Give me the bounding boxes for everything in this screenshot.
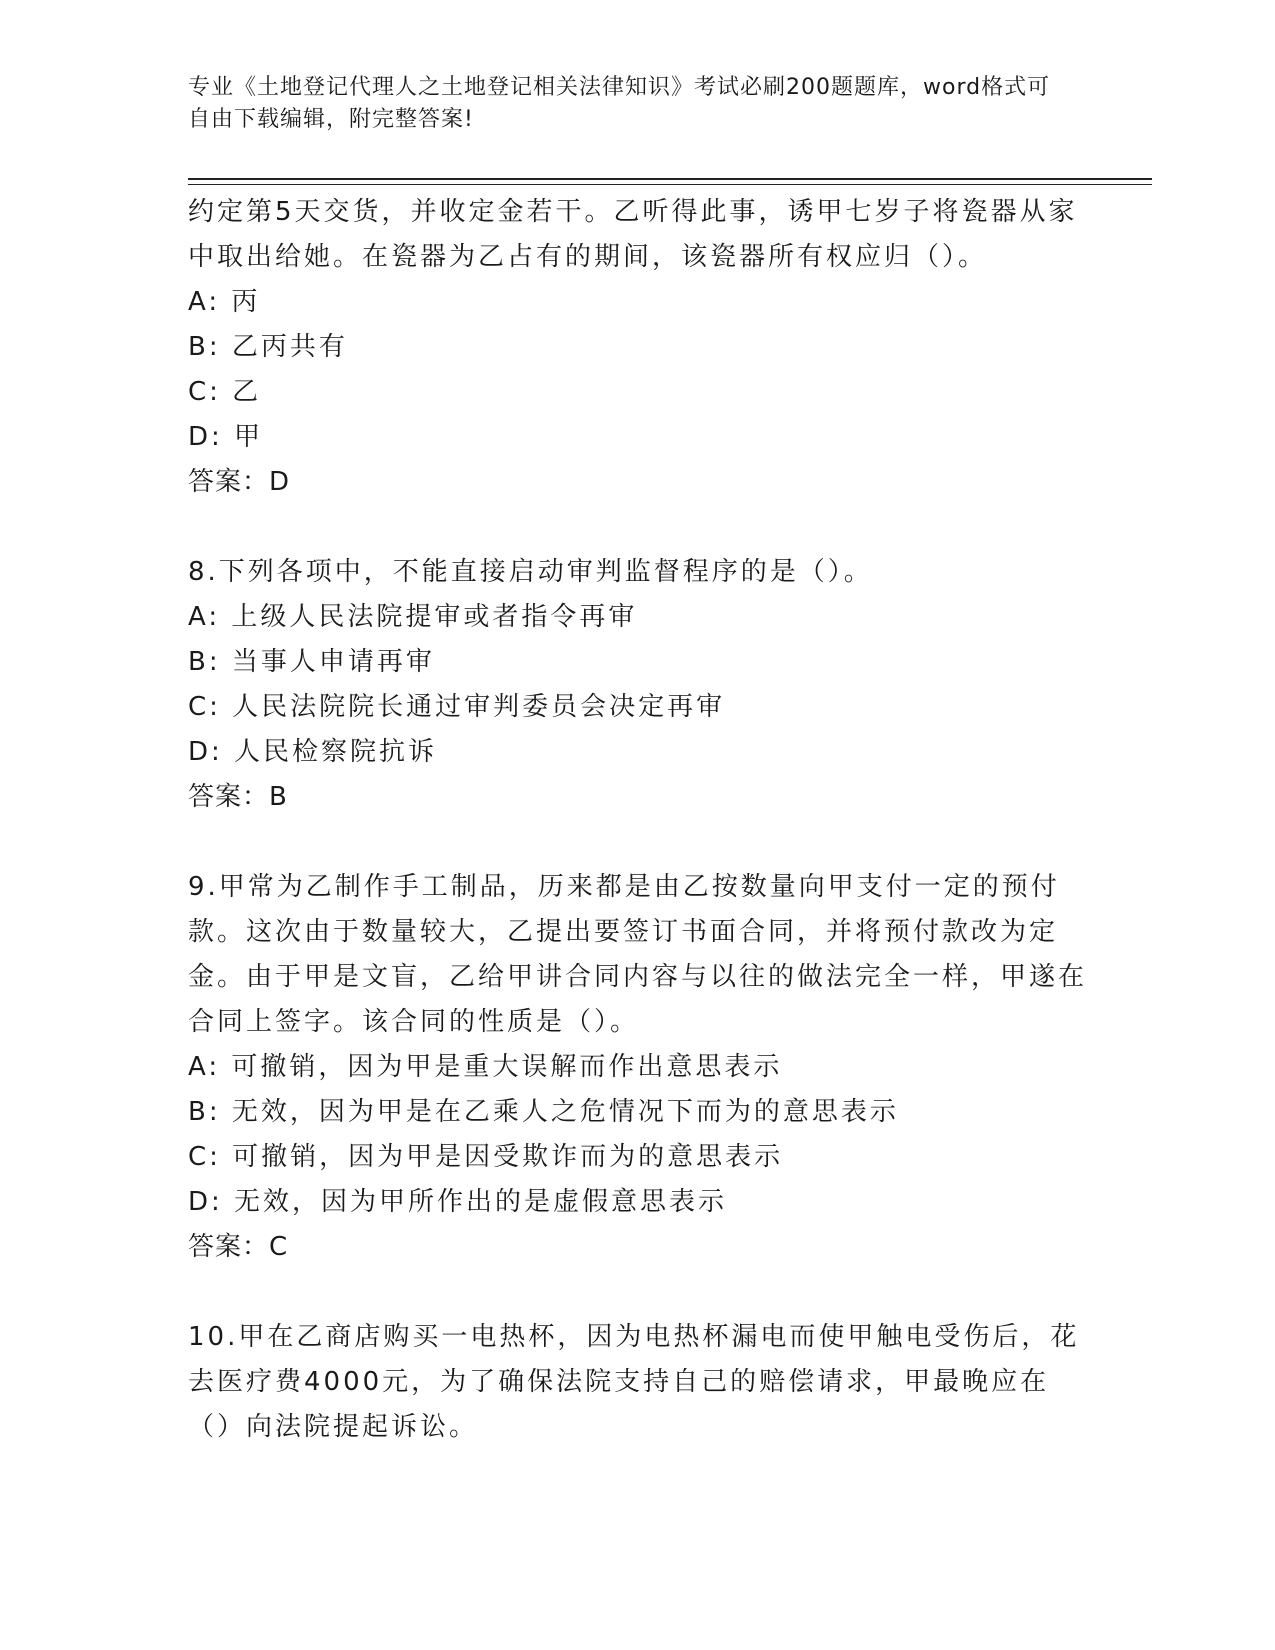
document-header: 专业《土地登记代理人之土地登记相关法律知识》考试必刷200题题库，word格式可自由下载编辑，附完整答案! xyxy=(188,75,1051,132)
option-d: D: 甲 xyxy=(188,422,264,452)
option-d: D: 无效，因为甲所作出的是虚假意思表示 xyxy=(188,1187,728,1217)
header-rule-thin xyxy=(188,184,1152,185)
question-stem: 约定第5天交货，并收定金若干。乙听得此事，诱甲七岁子将瓷器从家中取出给她。在瓷器为乙占有的期间，该瓷器所有权应归（）。 xyxy=(188,197,1078,272)
header-rule xyxy=(188,178,1152,180)
spacer xyxy=(188,1270,1088,1315)
question-stem: 9.甲常为乙制作手工制品，历来都是由乙按数量向甲支付一定的预付款。这次由于数量较大，乙提出要签订书面合同，并将预付款改为定金。由于甲是文盲，乙给甲讲合同内容与以往的做法完全一样，甲遂在合同上签字。该合同的性质是（）。 xyxy=(188,872,1088,1037)
question-stem: 8.下列各项中，不能直接启动审判监督程序的是（）。 xyxy=(188,557,873,587)
answer: 答案：D xyxy=(188,467,291,497)
answer: 答案：C xyxy=(188,1232,289,1262)
option-b: B: 当事人申请再审 xyxy=(188,647,435,677)
question-7 xyxy=(188,190,1088,505)
spacer xyxy=(188,820,1088,865)
option-c: C: 乙 xyxy=(188,377,262,407)
option-c: C: 人民法院院长通过审判委员会决定再审 xyxy=(188,692,726,722)
option-b: B: 乙丙共有 xyxy=(188,332,348,362)
spacer xyxy=(188,505,1088,550)
option-d: D: 人民检察院抗诉 xyxy=(188,737,438,767)
option-a: A: 丙 xyxy=(188,287,261,317)
option-a: A: 上级人民法院提审或者指令再审 xyxy=(188,602,638,632)
question-9 xyxy=(188,865,1088,1270)
option-c: C: 可撤销，因为甲是因受欺诈而为的意思表示 xyxy=(188,1142,784,1172)
option-b: B: 无效，因为甲是在乙乘人之危情况下而为的意思表示 xyxy=(188,1097,899,1127)
option-a: A: 可撤销，因为甲是重大误解而作出意思表示 xyxy=(188,1052,783,1082)
answer: 答案：B xyxy=(188,782,288,812)
question-10 xyxy=(188,1315,1088,1450)
question-stem: 10.甲在乙商店购买一电热杯，因为电热杯漏电而使甲触电受伤后，花去医疗费4000元，为了确保法院支持自己的赔偿请求，甲最晚应在（）向法院提起诉讼。 xyxy=(188,1322,1080,1442)
question-8 xyxy=(188,550,1088,820)
question-list xyxy=(188,190,1088,1450)
